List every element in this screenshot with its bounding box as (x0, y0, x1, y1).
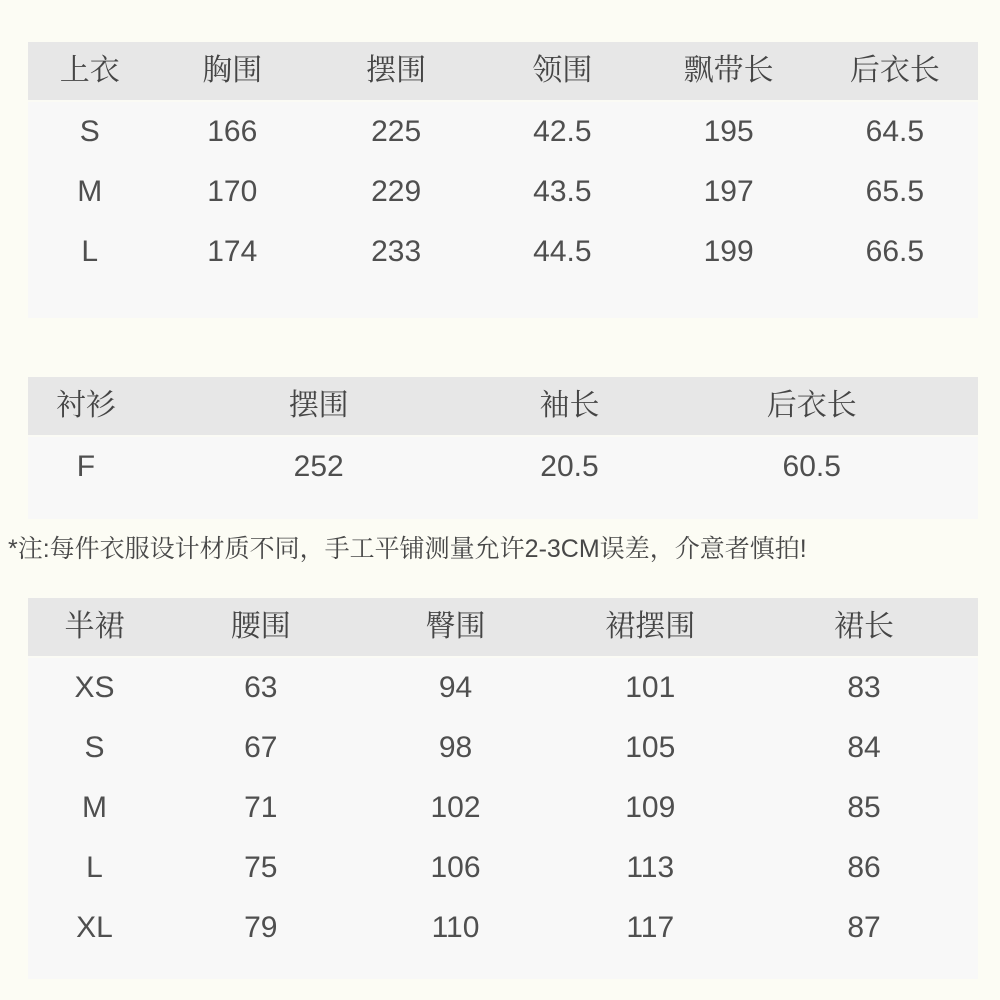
value-cell: 67 (244, 731, 278, 764)
value-cell: 83 (847, 671, 881, 704)
size-cell: S (79, 115, 100, 148)
value-cell: 64.5 (865, 115, 925, 148)
table-row (28, 838, 978, 898)
size-cell: M (77, 175, 103, 208)
size-cell: L (81, 235, 99, 268)
header-row (28, 598, 978, 656)
value-cell: 85 (847, 791, 881, 824)
value-cell: 113 (626, 851, 675, 884)
value-cell: 225 (371, 115, 422, 148)
header-cell-back-length: 后衣长 (849, 54, 940, 87)
value-cell: 197 (703, 175, 754, 208)
value-cell: 195 (703, 115, 754, 148)
table-row (28, 102, 978, 162)
size-cell: L (86, 851, 103, 884)
value-cell: 42.5 (533, 115, 592, 148)
header-cell-hip: 臀围 (425, 610, 486, 643)
table-row (28, 162, 978, 222)
size-cell: F (76, 450, 96, 483)
skirt-size-table (28, 598, 978, 979)
value-cell: 87 (847, 911, 881, 944)
value-cell: 98 (438, 731, 473, 764)
skirt-table-body (28, 658, 978, 979)
value-cell: 44.5 (533, 235, 592, 268)
table-row (28, 658, 978, 718)
shirt-size-table (28, 377, 978, 519)
value-cell: 110 (431, 911, 480, 944)
header-cell-garment: 衬衫 (55, 389, 116, 422)
value-cell: 106 (430, 851, 481, 884)
value-cell: 71 (244, 791, 278, 824)
value-cell: 79 (244, 911, 278, 944)
header-row (28, 42, 978, 100)
value-cell: 174 (207, 235, 258, 268)
header-cell-ribbon-length: 飘带长 (683, 54, 774, 87)
header-cell-sleeve-length: 袖长 (539, 389, 600, 422)
table-row (28, 718, 978, 778)
value-cell: 66.5 (865, 235, 925, 268)
size-cell: XS (74, 671, 115, 704)
value-cell: 60.5 (782, 450, 841, 483)
value-cell: 105 (625, 731, 676, 764)
size-cell: S (84, 731, 105, 764)
value-cell: 84 (847, 731, 881, 764)
value-cell: 109 (625, 791, 676, 824)
tops-table-body (28, 102, 978, 318)
header-cell-skirt-hem: 裙摆围 (605, 610, 696, 643)
header-cell-hem: 摆围 (366, 54, 427, 87)
size-cell: XL (76, 911, 113, 944)
value-cell: 252 (293, 450, 344, 483)
measurement-disclaimer-note: *注:每件衣服设计材质不同，手工平铺测量允许2-3CM误差，介意者慎拍! (8, 535, 807, 563)
value-cell: 94 (438, 671, 473, 704)
header-cell-skirt-length: 裙长 (834, 610, 894, 643)
value-cell: 63 (244, 671, 278, 704)
value-cell: 170 (207, 175, 258, 208)
value-cell: 117 (626, 911, 675, 944)
value-cell: 229 (371, 175, 422, 208)
value-cell: 86 (847, 851, 881, 884)
header-cell-bust: 胸围 (202, 54, 263, 87)
table-row (28, 898, 978, 958)
header-cell-collar: 领围 (532, 54, 593, 87)
value-cell: 199 (703, 235, 754, 268)
header-cell-hem: 摆围 (288, 389, 349, 422)
tops-size-table (28, 42, 978, 318)
value-cell: 20.5 (540, 450, 599, 483)
shirt-table-header (28, 377, 978, 437)
table-row (28, 222, 978, 282)
header-row (28, 377, 978, 435)
header-cell-back-length: 后衣长 (766, 389, 857, 422)
header-cell-waist: 腰围 (230, 610, 291, 643)
value-cell: 233 (371, 235, 422, 268)
shirt-table-body (28, 437, 978, 519)
value-cell: 166 (207, 115, 258, 148)
value-cell: 65.5 (865, 175, 925, 208)
spacer (28, 318, 978, 377)
value-cell: 43.5 (533, 175, 592, 208)
tops-table-header (28, 42, 978, 102)
size-cell: M (82, 791, 107, 824)
value-cell: 102 (430, 791, 481, 824)
header-cell-garment: 半裙 (64, 610, 125, 643)
header-cell-garment: 上衣 (59, 54, 120, 87)
table-row (28, 778, 978, 838)
skirt-table-header (28, 598, 978, 658)
table-row (28, 437, 978, 497)
value-cell: 75 (244, 851, 278, 884)
value-cell: 101 (625, 671, 676, 704)
